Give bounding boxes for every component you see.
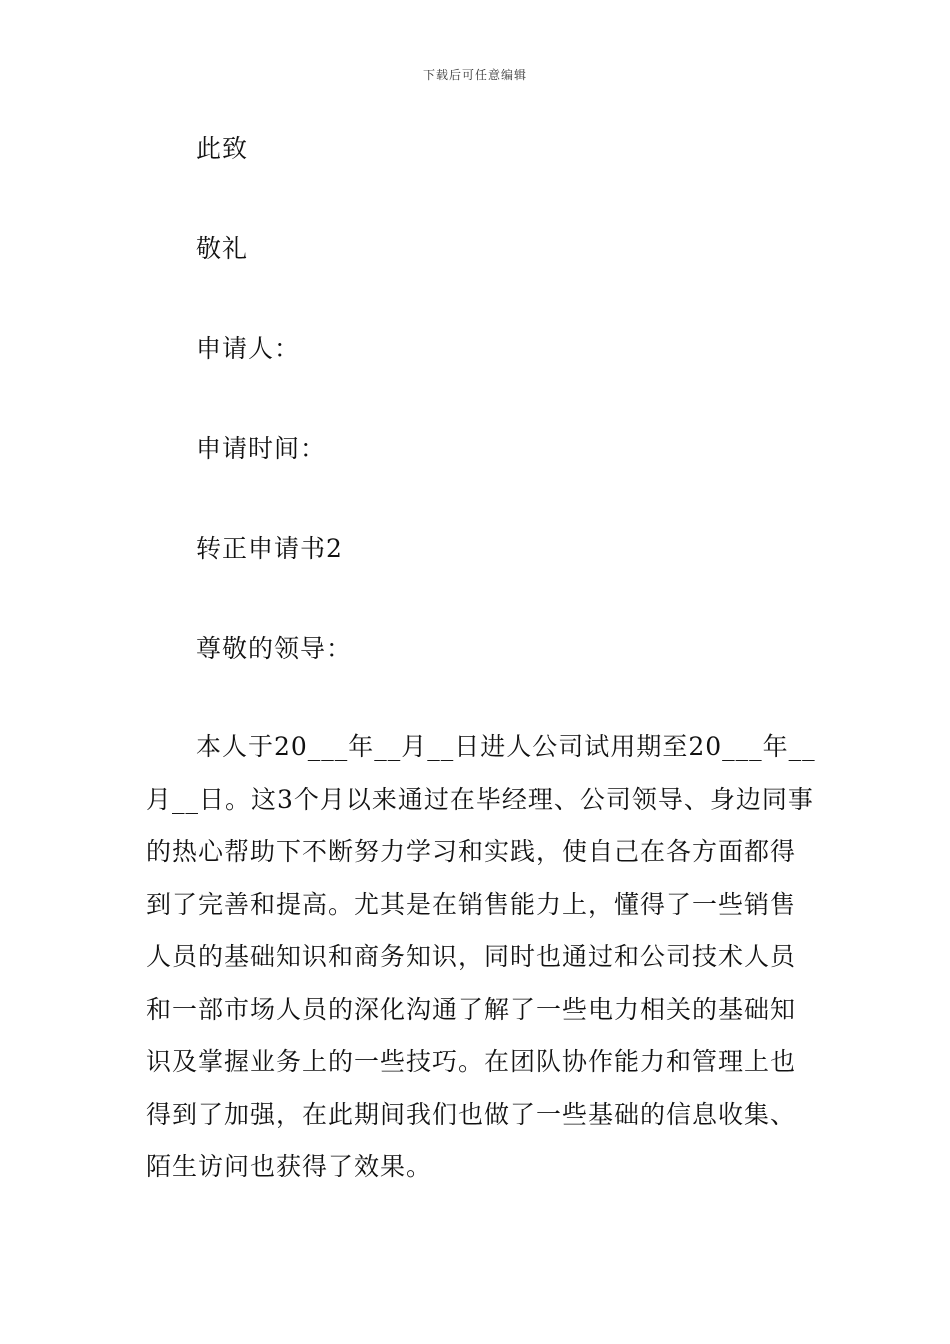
closing-line-1: 此致 bbox=[196, 134, 249, 163]
body-line: 到了完善和提高。尤其是在销售能力上，懂得了一些销售 bbox=[146, 889, 797, 919]
body-line: 的热心帮助下不断努力学习和实践，使自己在各方面都得 bbox=[146, 837, 797, 866]
body-line: 识及掌握业务上的一些技巧。在团队协作能力和管理上也 bbox=[146, 1047, 797, 1076]
document-title: 转正申请书2 bbox=[196, 534, 343, 563]
body-line: 本人于20___年__月__日进人公司试用期至20___年__ bbox=[196, 732, 816, 761]
body-line: 月__日。这3个月以来通过在毕经理、公司领导、身边同事 bbox=[146, 784, 814, 814]
closing-line-2: 敬礼 bbox=[196, 234, 249, 263]
body-line: 陌生访问也获得了效果。 bbox=[146, 1152, 433, 1181]
body-paragraph bbox=[146, 732, 816, 1205]
applicant-label: 申请人： bbox=[196, 334, 301, 363]
page-header-note: 下载后可任意编辑 bbox=[422, 68, 527, 82]
salutation: 尊敬的领导： bbox=[196, 634, 353, 663]
body-line: 得到了加强，在此期间我们也做了一些基础的信息收集、 bbox=[146, 1099, 797, 1129]
application-date-label: 申请时间： bbox=[196, 434, 327, 463]
body-line: 人员的基础知识和商务知识，同时也通过和公司技术人员 bbox=[146, 942, 797, 971]
body-line: 和一部市场人员的深化沟通了解了一些电力相关的基础知 bbox=[146, 994, 797, 1024]
